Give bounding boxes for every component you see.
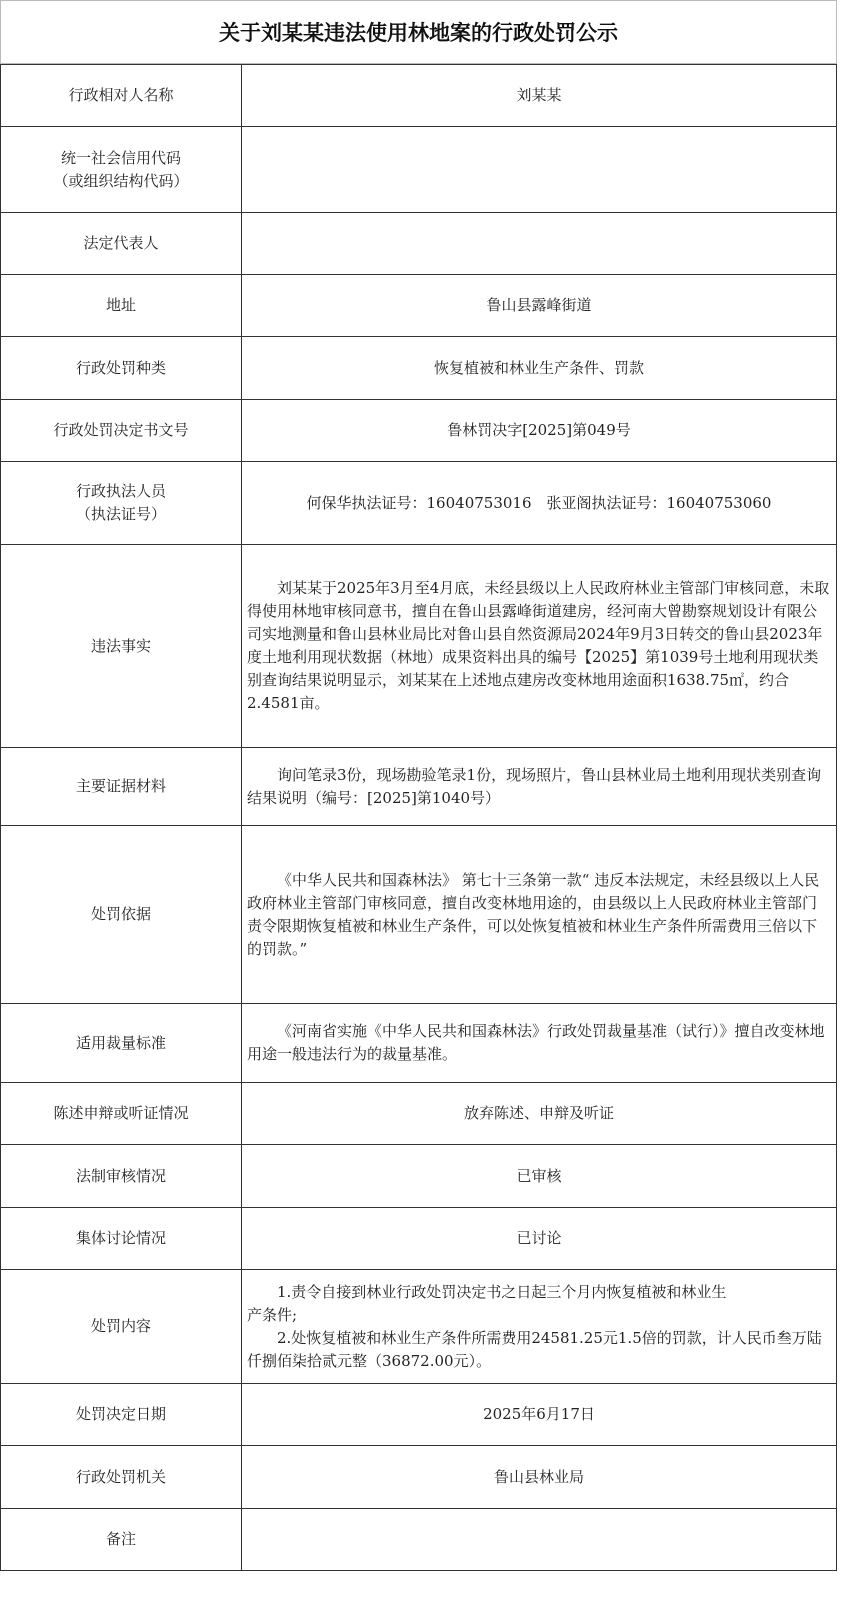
row-paragraph: 刘某某于2025年3月至4月底，未经县级以上人民政府林业主管部门审核同意，未取得使用林地审核同意书，擅自在鲁山县露峰街道建房，经河南大曾勘察规划设计有限公司实地测量和鲁山县林业局比对鲁山县自然资源局2024年9月3日转交的鲁山县2023年度土地利用现状数据（林地）成果资料出具的编号【2025】第1039号土地利用现状类别查询结果说明显示，刘某某在上述地点建房改变林地用途面积1638.75㎡，约合2.4581亩。 [247,579,830,712]
table-row [1,213,837,275]
row-label: 法定代表人 [1,213,242,275]
table-row [1,1083,837,1145]
table-row [1,1509,837,1571]
row-label: 集体讨论情况 [1,1208,242,1270]
row-value [242,127,837,213]
row-value: 刘某某 [242,65,837,127]
table-row [1,337,837,400]
row-value [242,213,837,275]
row-label: 地址 [1,275,242,337]
row-label: 陈述申辩或听证情况 [1,1083,242,1145]
row-label: 行政处罚种类 [1,337,242,400]
row-value: 放弃陈述、申辩及听证 [242,1083,837,1145]
row-paragraph: 2.处恢复植被和林业生产条件所需费用24581.25元1.5倍的罚款，计人民币叁万陆仟捌佰柒拾贰元整（36872.00元）。 [247,1328,822,1370]
row-value [242,1004,837,1083]
row-value [242,545,837,748]
row-label [1,462,242,545]
row-label: 适用裁量标准 [1,1004,242,1083]
row-value [242,1509,837,1571]
row-value: 何保华执法证号：16040753016 张亚阁执法证号：16040753060 [242,462,837,545]
table-row [1,1208,837,1270]
table-row [1,1384,837,1446]
table-row [1,748,837,826]
table-row [1,1270,837,1384]
row-value [242,748,837,826]
row-value: 恢复植被和林业生产条件、罚款 [242,337,837,400]
row-label [1,127,242,213]
row-value: 鲁林罚决字[2025]第049号 [242,400,837,462]
table-row [1,1004,837,1083]
row-label: 备注 [1,1509,242,1571]
row-label: 处罚决定日期 [1,1384,242,1446]
table-row [1,545,837,748]
row-label-line: （执法证号） [75,505,166,523]
row-label: 行政处罚机关 [1,1446,242,1509]
row-value: 鲁山县露峰街道 [242,275,837,337]
table-row [1,275,837,337]
row-paragraph: 询问笔录3份，现场勘验笔录1份，现场照片，鲁山县林业局土地利用现状类别查询结果说明（编号：[2025]第1040号） [247,765,822,807]
table-row [1,1446,837,1509]
row-label: 主要证据材料 [1,748,242,826]
table-row [1,400,837,462]
row-label-line: 行政执法人员 [75,482,166,500]
row-label: 法制审核情况 [1,1145,242,1208]
penalty-table [0,64,837,1571]
row-paragraph: 《河南省实施《中华人民共和国森林法》行政处罚裁量基准（试行）》擅自改变林地用途一般违法行为的裁量基准。 [247,1022,825,1063]
page-title: 关于刘某某违法使用林地案的行政处罚公示 [0,0,837,64]
row-label-line: 统一社会信用代码 [60,148,181,167]
row-value: 2025年6月17日 [242,1384,837,1446]
table-row [1,826,837,1004]
table-row [1,1145,837,1208]
row-label: 行政处罚决定书文号 [1,400,242,462]
table-row [1,65,837,127]
row-label: 违法事实 [1,545,242,748]
row-paragraph: 《中华人民共和国森林法》 第七十三条第一款“ 违反本法规定，未经县级以上人民政府林业主管部门审核同意，擅自改变林地用途的，由县级以上人民政府林业主管部门责令限期恢复植被和林业生产条件，可以处恢复植被和林业生产条件所需费用三倍以下的罚款。” [247,870,820,958]
row-label: 处罚内容 [1,1270,242,1384]
row-label: 处罚依据 [1,826,242,1004]
table-row [1,462,837,545]
row-paragraph: 1.责令自接到林业行政处罚决定书之日起三个月内恢复植被和林业生 产条件; [247,1282,832,1324]
table-row [1,127,837,213]
row-value: 已审核 [242,1145,837,1208]
row-value: 已讨论 [242,1208,837,1270]
row-value [242,1270,837,1384]
row-label-line: （或组织结构代码） [53,171,189,190]
row-value: 鲁山县林业局 [242,1446,837,1509]
row-label: 行政相对人名称 [1,65,242,127]
row-value [242,826,837,1004]
